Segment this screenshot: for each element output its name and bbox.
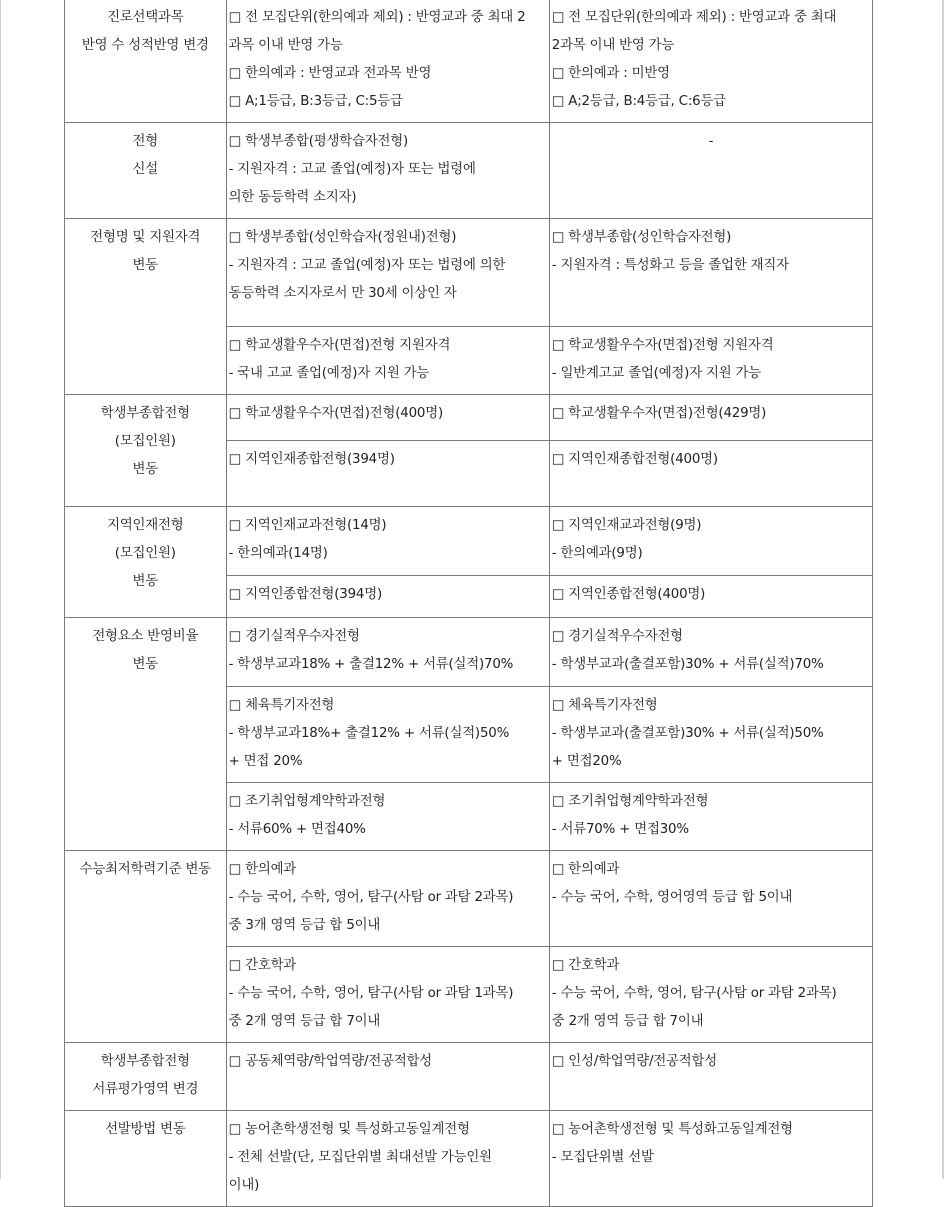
text-line: □ 공동체역량/학업역량/전공적합성 <box>228 1054 433 1069</box>
label-line: (모집인원) <box>114 434 176 449</box>
text-line: □ 학교생활우수자(면접)전형 지원자격 <box>551 338 774 353</box>
text-line: □ A;2등급, B:4등급, C:6등급 <box>551 94 726 109</box>
text-line: - 국내 고교 졸업(예정)자 지원 가능 <box>228 366 430 381</box>
cell-after <box>549 851 872 947</box>
text-line: □ 지역인재종합전형(400명) <box>551 452 718 467</box>
cell-after <box>549 1043 872 1111</box>
cell-before <box>226 576 549 618</box>
cell-before <box>226 123 549 219</box>
table-row <box>65 1043 873 1111</box>
cell-after <box>549 783 872 851</box>
cell-after <box>549 947 872 1043</box>
table-row <box>65 1111 873 1207</box>
text-line: □ 지역인종합전형(394명) <box>228 587 382 602</box>
text-line: 중 2개 영역 등급 합 7이내 <box>551 1014 704 1029</box>
table-row <box>65 395 873 441</box>
empty-dash: - <box>708 134 714 149</box>
cell-after <box>549 576 872 618</box>
text-line: □ 간호학과 <box>228 958 297 973</box>
text-line: - 서류60% + 면접40% <box>228 822 366 837</box>
cell-before <box>226 783 549 851</box>
text-line: 의한 동등학력 소지자) <box>228 190 357 205</box>
label-line: 전형 <box>132 134 159 149</box>
text-line: - 학생부교과18%+ 출결12% + 서류(실적)50% <box>228 726 510 741</box>
text-line: - 수능 국어, 수학, 영어영역 등급 합 5이내 <box>551 890 793 905</box>
window-left-border <box>0 0 1 1179</box>
text-line: 중 2개 영역 등급 합 7이내 <box>228 1014 381 1029</box>
row-label-selection-method <box>65 1111 227 1207</box>
text-line: □ 한의예과 : 반영교과 전과목 반영 <box>228 66 432 81</box>
cell-after <box>549 1111 872 1207</box>
label-line: 반영 수 성적반영 변경 <box>81 38 209 53</box>
cell-after <box>549 395 872 441</box>
text-line: □ 한의예과 <box>551 862 620 877</box>
text-line: □ 한의예과 <box>228 862 297 877</box>
cell-before <box>226 0 549 123</box>
text-line: - 한의예과(14명) <box>228 546 328 561</box>
text-line: - 학생부교과(출결포함)30% + 서류(실적)50% <box>551 726 824 741</box>
text-line: □ 경기실적우수자전형 <box>551 629 683 644</box>
text-line: □ 지역인재교과전형(9명) <box>551 518 702 533</box>
label-line: 변동 <box>132 657 159 672</box>
table-row <box>65 123 873 219</box>
text-line: - 서류70% + 면접30% <box>551 822 689 837</box>
text-line: □ 농어촌학생전형 및 특성화고동일계전형 <box>551 1122 793 1137</box>
label-line: (모집인원) <box>114 546 176 561</box>
label-line: 지역인재전형 <box>107 518 184 533</box>
text-line: - 수능 국어, 수학, 영어, 탐구(사탐 or 과탐 2과목) <box>551 986 837 1001</box>
cell-after <box>549 441 872 507</box>
row-label-element-ratio <box>65 618 227 851</box>
text-line: 2과목 이내 반영 가능 <box>551 38 675 53</box>
table-row <box>65 0 873 123</box>
label-line: 변동 <box>132 462 159 477</box>
label-line: 선발방법 변동 <box>105 1122 186 1137</box>
text-line: - 모집단위별 선발 <box>551 1150 654 1165</box>
cell-after <box>549 219 872 327</box>
cell-before <box>226 327 549 395</box>
text-line: + 면접20% <box>551 754 622 769</box>
text-line: - 지원자격 : 특성화고 등을 졸업한 재직자 <box>551 258 789 273</box>
table-row <box>65 507 873 576</box>
cell-before <box>226 618 549 687</box>
row-label-regional-quota <box>65 507 227 618</box>
label-line: 전형명 및 지원자격 <box>90 230 201 245</box>
cell-before <box>226 851 549 947</box>
cell-after <box>549 687 872 783</box>
text-line: □ 경기실적우수자전형 <box>228 629 360 644</box>
text-line: - 학생부교과18% + 출결12% + 서류(실적)70% <box>228 657 514 672</box>
row-label-career-elective <box>65 0 227 123</box>
table-row <box>65 851 873 947</box>
text-line: □ 농어촌학생전형 및 특성화고동일계전형 <box>228 1122 470 1137</box>
cell-after <box>549 123 872 219</box>
table-row <box>65 219 873 327</box>
text-line: □ 학교생활우수자(면접)전형(400명) <box>228 406 443 421</box>
text-line: - 수능 국어, 수학, 영어, 탐구(사탐 or 과탐 2과목) <box>228 890 514 905</box>
label-line: 학생부종합전형 <box>100 1054 190 1069</box>
row-label-document-evaluation <box>65 1043 227 1111</box>
cell-after <box>549 618 872 687</box>
text-line: □ 학생부종합(성인학습자전형) <box>551 230 732 245</box>
cell-after <box>549 507 872 576</box>
cell-after <box>549 327 872 395</box>
text-line: 이내) <box>228 1178 260 1193</box>
row-label-comprehensive-quota <box>65 395 227 507</box>
text-line: □ 조기취업형계약학과전형 <box>228 794 386 809</box>
label-line: 변동 <box>132 574 159 589</box>
cell-before <box>226 507 549 576</box>
label-line: 수능최저학력기준 변동 <box>79 862 211 877</box>
text-line: - 학생부교과(출결포함)30% + 서류(실적)70% <box>551 657 824 672</box>
text-line: □ 지역인재종합전형(394명) <box>228 452 395 467</box>
text-line: - 한의예과(9명) <box>551 546 643 561</box>
text-line: □ 전 모집단위(한의예과 제외) : 반영교과 중 최대 2 <box>228 10 526 25</box>
text-line: - 지원자격 : 고교 졸업(예정)자 또는 법령에 <box>228 162 476 177</box>
text-line: □ 간호학과 <box>551 958 620 973</box>
cell-before <box>226 219 549 327</box>
text-line: + 면접 20% <box>228 754 303 769</box>
row-label-new-track <box>65 123 227 219</box>
text-line: □ 한의예과 : 미반영 <box>551 66 670 81</box>
text-line: □ 지역인재교과전형(14명) <box>228 518 387 533</box>
label-line: 변동 <box>132 258 159 273</box>
text-line: - 전체 선발(단, 모집단위별 최대선발 가능인원 <box>228 1150 492 1165</box>
table-row <box>65 618 873 687</box>
cell-before <box>226 1043 549 1111</box>
admission-changes-table <box>64 0 873 1207</box>
label-line: 학생부종합전형 <box>100 406 190 421</box>
cell-before <box>226 687 549 783</box>
text-line: 과목 이내 반영 가능 <box>228 38 343 53</box>
label-line: 전형요소 반영비율 <box>92 629 199 644</box>
cell-after <box>549 0 872 123</box>
text-line: □ 체육특기자전형 <box>228 698 335 713</box>
text-line: □ 체육특기자전형 <box>551 698 658 713</box>
row-label-csat-minimum <box>65 851 227 1043</box>
text-line: □ A;1등급, B:3등급, C:5등급 <box>228 94 403 109</box>
label-line: 진로선택과목 <box>107 10 184 25</box>
text-line: □ 학교생활우수자(면접)전형 지원자격 <box>228 338 451 353</box>
text-line: - 지원자격 : 고교 졸업(예정)자 또는 법령에 의한 <box>228 258 506 273</box>
label-line: 서류평가영역 변경 <box>92 1082 199 1097</box>
text-line: □ 학생부종합(평생학습자전형) <box>228 134 408 149</box>
text-line: 중 3개 영역 등급 합 5이내 <box>228 918 381 933</box>
cell-before <box>226 441 549 507</box>
text-line: □ 지역인종합전형(400명) <box>551 587 706 602</box>
text-line: □ 학생부종합(성인학습자(정원내)전형) <box>228 230 457 245</box>
text-line: 동등학력 소지자로서 만 30세 이상인 자 <box>228 286 457 301</box>
text-line: □ 학교생활우수자(면접)전형(429명) <box>551 406 767 421</box>
cell-before <box>226 947 549 1043</box>
text-line: - 일반계고교 졸업(예정)자 지원 가능 <box>551 366 761 381</box>
cell-before <box>226 1111 549 1207</box>
text-line: □ 전 모집단위(한의예과 제외) : 반영교과 중 최대 <box>551 10 837 25</box>
label-line: 신설 <box>132 162 159 177</box>
text-line: □ 조기취업형계약학과전형 <box>551 794 709 809</box>
text-line: - 수능 국어, 수학, 영어, 탐구(사탐 or 과탐 1과목) <box>228 986 514 1001</box>
cell-before <box>226 395 549 441</box>
row-label-track-name-eligibility <box>65 219 227 395</box>
text-line: □ 인성/학업역량/전공적합성 <box>551 1054 718 1069</box>
